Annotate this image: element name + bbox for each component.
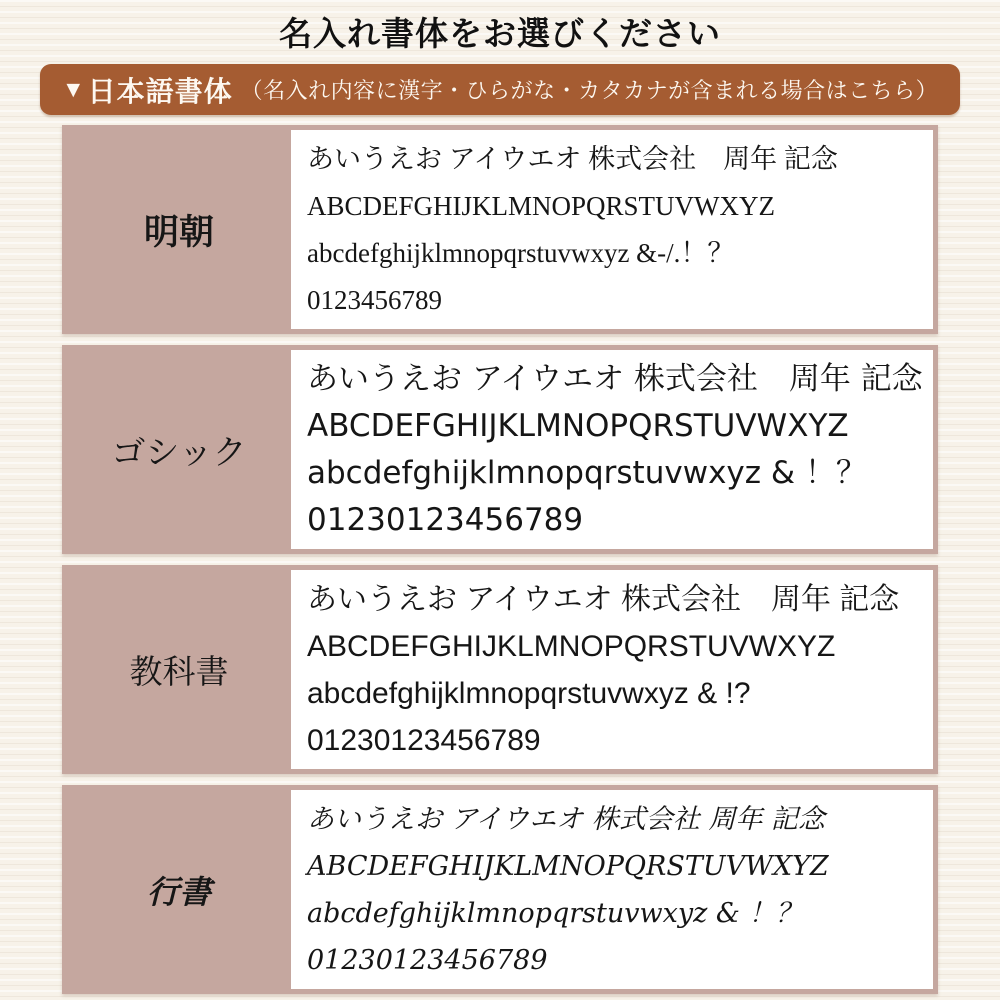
font-option-gyosho[interactable]: [62, 785, 938, 994]
font-name-label: ゴシック: [67, 350, 291, 549]
font-sample-list: [62, 125, 938, 994]
sample-line-uppercase: ABCDEFGHIJKLMNOPQRSTUVWXYZ: [307, 190, 776, 221]
font-name-label: 教科書: [67, 570, 291, 769]
sample-line-digits: 01230123456789: [307, 944, 548, 976]
sample-line-kana: あいうえお アイウエオ 株式会社 周年 記念: [307, 582, 900, 616]
sample-line-uppercase: ABCDEFGHIJKLMNOPQRSTUVWXYZ: [307, 629, 836, 663]
sample-line-kana: あいうえお アイウエオ 株式会社 周年 記念: [307, 803, 825, 835]
down-triangle-icon: ▼: [61, 76, 85, 102]
sample-line-digits: 01230123456789: [307, 723, 541, 757]
page-title: 名入れ書体をお選びください: [279, 17, 721, 53]
font-sample-area: [291, 130, 933, 329]
font-option-gothic[interactable]: [62, 345, 938, 554]
sample-line-lowercase: abcdefghijklmnopqrstuvwxyz &-/.！？: [307, 237, 735, 268]
font-option-mincho[interactable]: [62, 125, 938, 334]
sample-line-lowercase: abcdefghijklmnopqrstuvwxyz & !?: [307, 676, 751, 710]
font-sample-area: [291, 350, 933, 549]
sample-line-uppercase: ABCDEFGHIJKLMNOPQRSTUVWXYZ: [307, 850, 829, 882]
sample-line-digits: 0123456789: [307, 284, 442, 315]
sample-line-lowercase: abcdefghijklmnopqrstuvwxyz & ！？: [307, 897, 803, 929]
sample-line-digits: 01230123456789: [307, 501, 584, 538]
section-header-label: 日本語書体: [87, 76, 233, 108]
font-name-label: 行書: [67, 790, 291, 989]
font-sample-area: [291, 570, 933, 769]
section-header-note: （名入れ内容に漢字・ひらがな・カタカナが含まれる場合はこちら）: [240, 78, 939, 103]
sample-line-lowercase: abcdefghijklmnopqrstuvwxyz & ！？: [307, 454, 867, 491]
sample-line-kana: あいうえお アイウエオ 株式会社 周年 記念: [307, 360, 923, 397]
japanese-fonts-section-header[interactable]: [40, 64, 960, 115]
font-name-label: 明朝: [67, 130, 291, 329]
font-option-kyokasho[interactable]: [62, 565, 938, 774]
sample-line-uppercase: ABCDEFGHIJKLMNOPQRSTUVWXYZ: [307, 407, 849, 444]
sample-line-kana: あいうえお アイウエオ 株式会社 周年 記念: [307, 143, 838, 174]
font-sample-area: [291, 790, 933, 989]
